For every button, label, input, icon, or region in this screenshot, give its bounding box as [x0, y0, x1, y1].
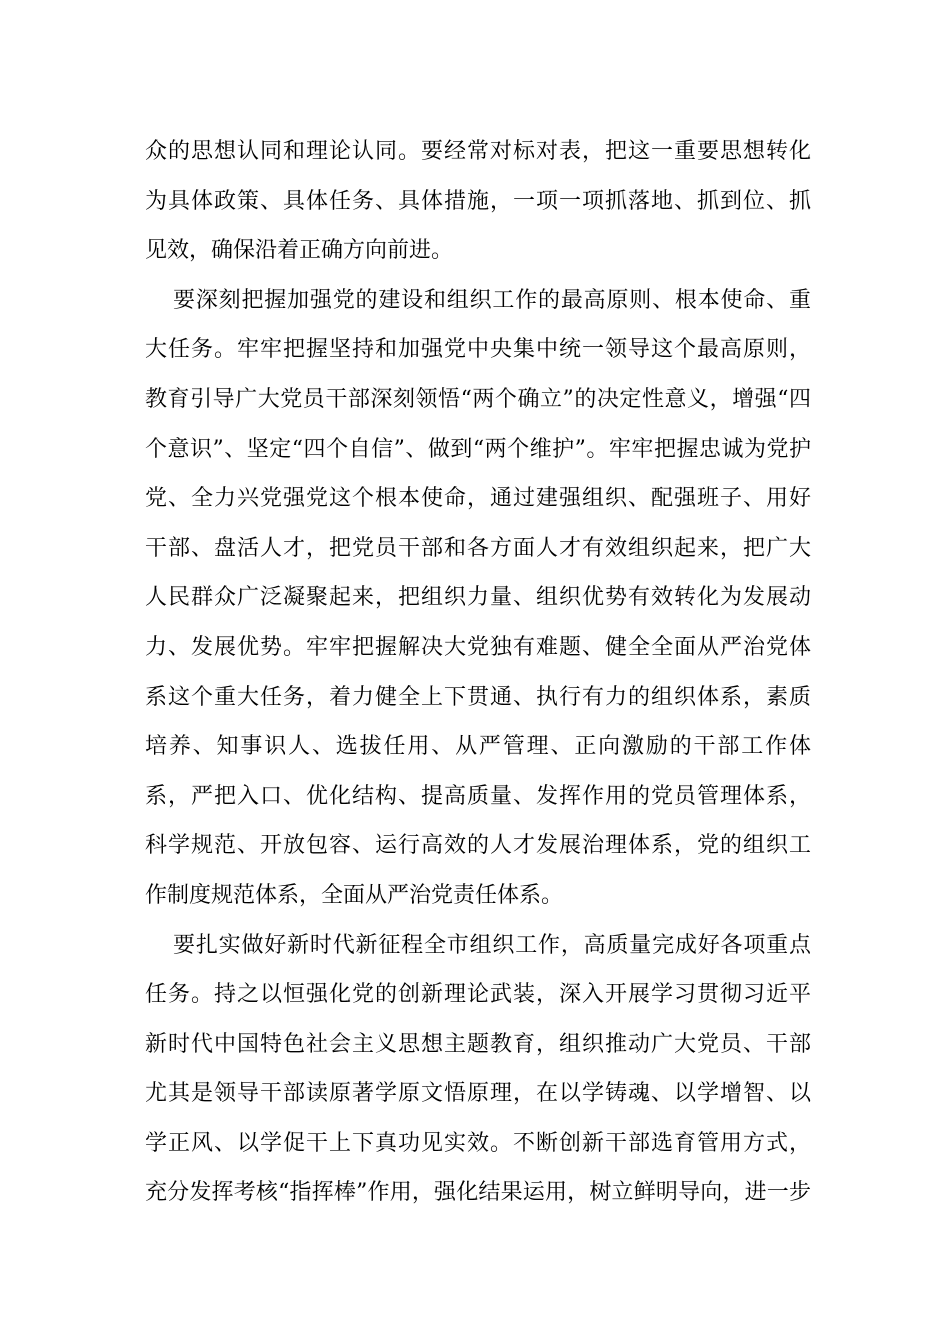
text-line: 大任务。牢牢把握坚持和加强党中央集中统一领导这个最高原则，	[145, 337, 811, 363]
text-line: 力、发展优势。牢牢把握解决大党独有难题、健全全面从严治党体	[145, 634, 811, 660]
text-line: 要扎实做好新时代新征程全市组织工作，高质量完成好各项重点	[173, 932, 811, 958]
text-line: 干部、盘活人才，把党员干部和各方面人才有效组织起来，把广大	[145, 535, 811, 561]
text-line: 充分发挥考核“指挥棒”作用，强化结果运用，树立鲜明导向，进一步	[145, 1180, 811, 1206]
text-line: 系这个重大任务，着力健全上下贯通、执行有力的组织体系，素质	[145, 684, 811, 710]
paragraph-3	[145, 921, 811, 1219]
text-line: 任务。持之以恒强化党的创新理论武装，深入开展学习贯彻习近平	[145, 982, 811, 1008]
text-line: 个意识”、坚定“四个自信”、做到“两个维护”。牢牢把握忠诚为党护	[145, 436, 811, 462]
text-line: 要深刻把握加强党的建设和组织工作的最高原则、根本使命、重	[173, 287, 811, 313]
text-line: 教育引导广大党员干部深刻领悟“两个确立”的决定性意义，增强“四	[145, 386, 811, 412]
text-line: 尤其是领导干部读原著学原文悟原理，在以学铸魂、以学增智、以	[145, 1081, 811, 1107]
text-line: 新时代中国特色社会主义思想主题教育，组织推动广大党员、干部	[145, 1031, 811, 1057]
text-line: 作制度规范体系，全面从严治党责任体系。	[145, 882, 564, 908]
paragraph-1	[145, 127, 811, 276]
paragraph-2	[145, 276, 811, 921]
text-line: 众的思想认同和理论认同。要经常对标对表，把这一重要思想转化	[145, 139, 811, 164]
text-line: 系，严把入口、优化结构、提高质量、发挥作用的党员管理体系，	[145, 783, 811, 809]
text-line: 培养、知事识人、选拔任用、从严管理、正向激励的干部工作体	[145, 734, 811, 760]
text-line: 为具体政策、具体任务、具体措施，一项一项抓落地、抓到位、抓	[145, 188, 811, 214]
text-line: 学正风、以学促干上下真功见实效。不断创新干部选育管用方式，	[145, 1130, 811, 1156]
text-line: 党、全力兴党强党这个根本使命，通过建强组织、配强班子、用好	[145, 486, 811, 512]
text-line: 见效，确保沿着正确方向前进。	[145, 238, 454, 264]
text-line: 人民群众广泛凝聚起来，把组织力量、组织优势有效转化为发展动	[145, 585, 811, 611]
text-line: 科学规范、开放包容、运行高效的人才发展治理体系，党的组织工	[145, 833, 811, 859]
body-text	[145, 127, 811, 1218]
